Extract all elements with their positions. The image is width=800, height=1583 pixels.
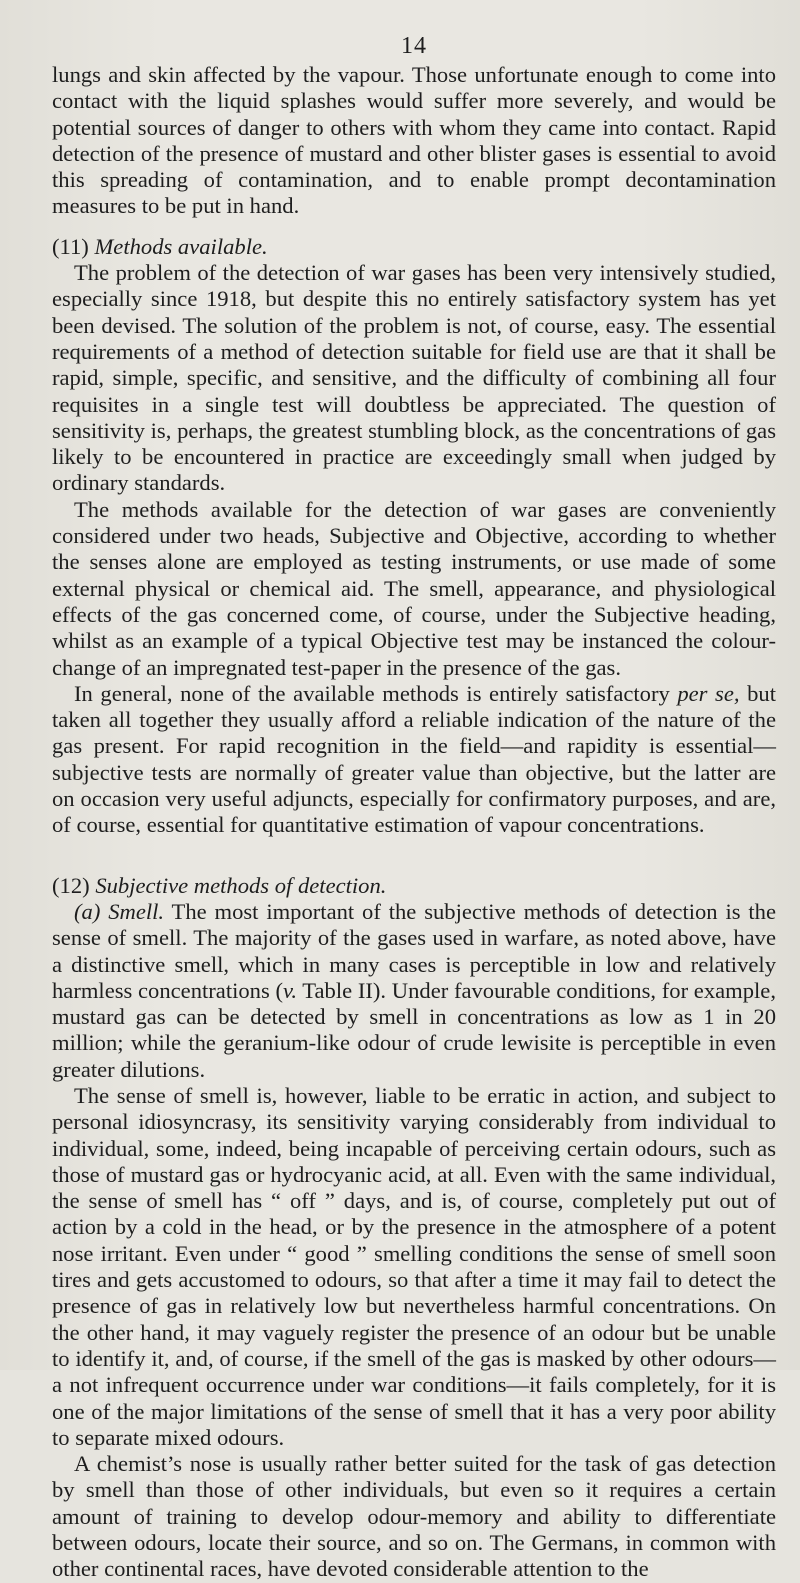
italic-term: per se, [677, 680, 740, 706]
paragraph: The problem of the detection of war gases has been very intensively studied, especially since 1918, but despite this no entirely satisfactory system has yet been devised. The solution of the problem is not, of course, easy. The essential requirements of a method of detection suitable for field use are that it shall be rapid, simple, specific, and sensitive, and the difficulty of combining all four requisites in a single test will doubtless be appreciated. The question of sensitivity is, perhaps, the greatest stumbling block, as the concentrations of gas likely to be encountered in practice are exceedingly small when judged by ordinary standards. [52, 260, 776, 496]
text-run: The most important of the subjective methods of detection is the sense of smell. The majority of the gases used in warfare, as noted above, have a distinctive smell, which in many cases is perceptible in low and relatively harmless concentrations ( [52, 898, 776, 1003]
paragraph: The sense of smell is, however, liable to be erratic in action, and subject to personal idiosyncrasy, its sensitivity varying considerably from individual to individual, some, indeed, being incapable of perceiving certain odours, such as those of mustard gas or hydrocyanic acid, at all. Even with the same individual, the sense of smell has “ off ” days, and is, of course, completely put out of action by a cold in the head, or by the presence in the atmosphere of a potent nose irritant. Even under “ good ” smelling conditions the sense of smell soon tires and gets accustomed to odours, so that after a time it may fail to detect the presence of gas in relatively low but nevertheless harmful concentrations. On the other hand, it may vaguely register the presence of an odour but be unable to identify it, and, of course, if the smell of the gas is masked by other odours—a not infrequent occurrence under war conditions—it fails completely, for it is one of the major limitations of the sense of smell that it has a very poor ability to separate mixed odours. [52, 1082, 776, 1450]
section-number: (12) [52, 872, 90, 898]
section-heading-11 [52, 234, 776, 260]
section-number: (11) [52, 233, 89, 259]
text-run: In general, none of the available methods is entirely satisfactory [74, 680, 678, 706]
section-heading-12 [52, 873, 776, 899]
paragraph [52, 681, 776, 839]
section-title: Subjective methods of detection. [95, 872, 387, 898]
page-number: 14 [401, 33, 427, 59]
paragraph: The methods available for the detection of war gases are conveniently considered under two heads, Subjective and Objective, according to whether the senses alone are employed as testing instruments, or use made of some external physical or chemical aid. The smell, appearance, and physiological effects of the gas concerned come, of course, under the Subjective heading, whilst as an example of a typical Objective test may be instanced the colour-change of an impregnated test-paper in the presence of the gas. [52, 496, 776, 680]
text-run: Table II). Under favourable conditions, for example, mustard gas can be detected by smell in concentrations as low as 1 in 20 million; while the geranium-like odour of crude lewisite is perceptible in even greater dilutions. [52, 977, 776, 1082]
text-run: but taken all together they usually afford a reliable indication of the nature of the gas present. For rapid recognition in the field—and rapidity is essential—subjective tests are normally of greater value than objective, but the latter are on occasion very useful adjuncts, especially for confirmatory purposes, and are, of course, essential for quantitative estimation of vapour concentrations. [52, 680, 776, 838]
section-title: Methods available. [94, 233, 268, 259]
italic-abbrev: v. [283, 977, 297, 1003]
run-in-heading: (a) Smell. [74, 898, 165, 924]
paragraph: A chemist’s nose is usually rather better suited for the task of gas detection by smell than those of other individuals, but even so it requires a certain amount of training to develop odour-memory and ability to differentiate between odours, locate their source, and so on. The Germans, in common with other continental races, have devoted considerable attention to the [52, 1451, 776, 1582]
paragraph [52, 899, 776, 1083]
paragraph-continued: lungs and skin affected by the vapour. Those unfortunate enough to come into contact with the liquid splashes would suffer more severely, and would be potential sources of danger to others with whom they came into contact. Rapid detection of the presence of mustard and other blister gases is essential to avoid this spreading of contamination, and to enable prompt decontamination measures to be put in hand. [52, 62, 776, 219]
